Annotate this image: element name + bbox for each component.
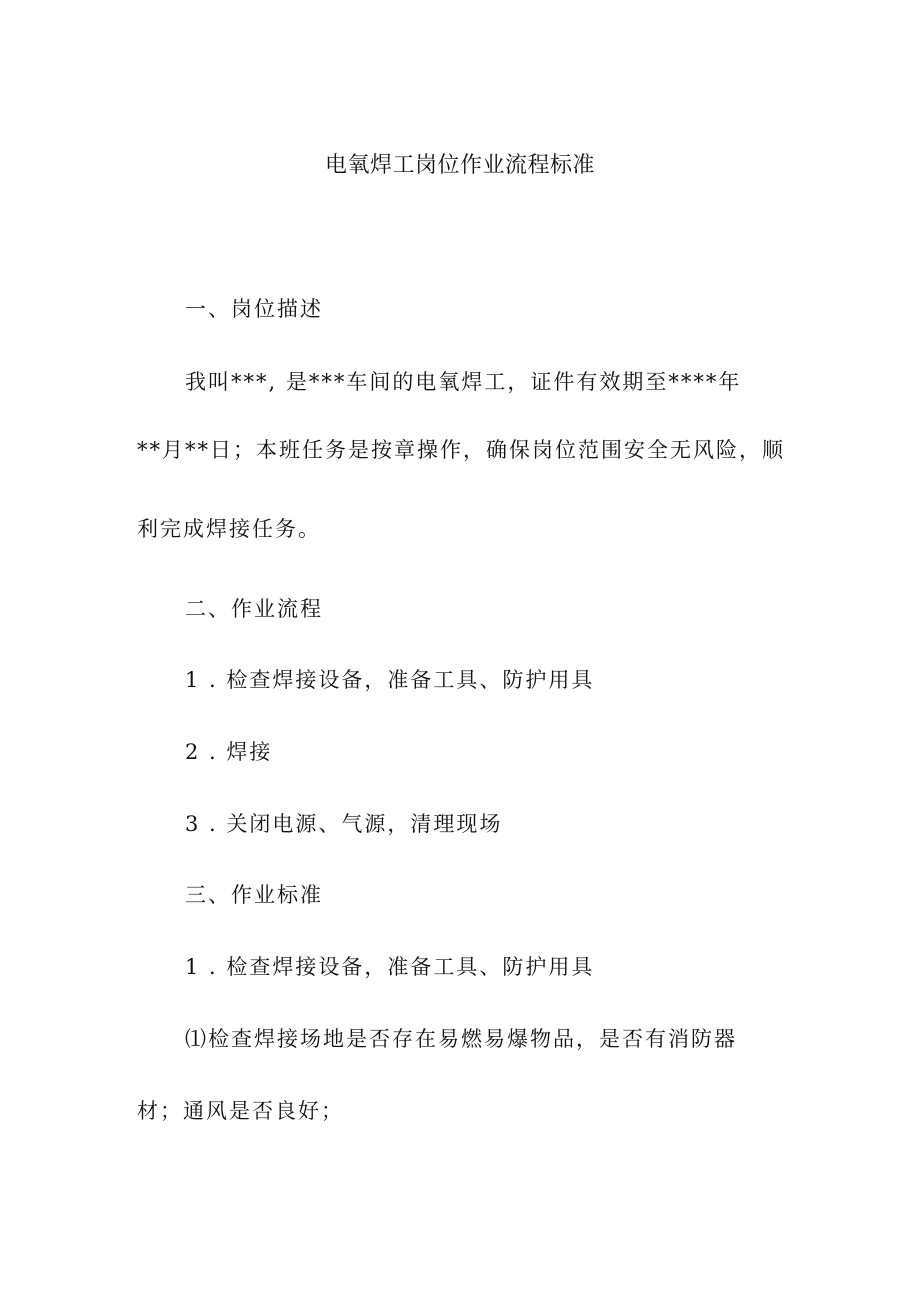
list-item: 1 . 检查焊接设备，准备工具、防护用具 [185, 955, 595, 979]
paragraph-line: **月**日；本班任务是按章操作，确保岗位范围安全无风险，顺 [137, 438, 785, 462]
paragraph-line: 利完成焊接任务。 [137, 517, 321, 541]
section-heading-job-description: 一、岗位描述 [185, 297, 323, 321]
list-item: 1 . 检查焊接设备，准备工具、防护用具 [185, 668, 595, 692]
section-heading-workflow: 二、作业流程 [185, 597, 323, 621]
list-item: 3 . 关闭电源、气源，清理现场 [185, 812, 503, 836]
paragraph-line: 材；通风是否良好； [137, 1099, 344, 1123]
section-heading-work-standard: 三、作业标准 [185, 883, 323, 907]
paragraph-line: ⑴检查焊接场地是否存在易燃易爆物品，是否有消防器 [185, 1027, 737, 1051]
list-item: 2 . 焊接 [185, 740, 273, 764]
paragraph-line: 我叫***, 是***车间的电氧焊工，证件有效期至****年 [185, 370, 742, 394]
page-title: 电氧焊工岗位作业流程标准 [324, 153, 595, 178]
